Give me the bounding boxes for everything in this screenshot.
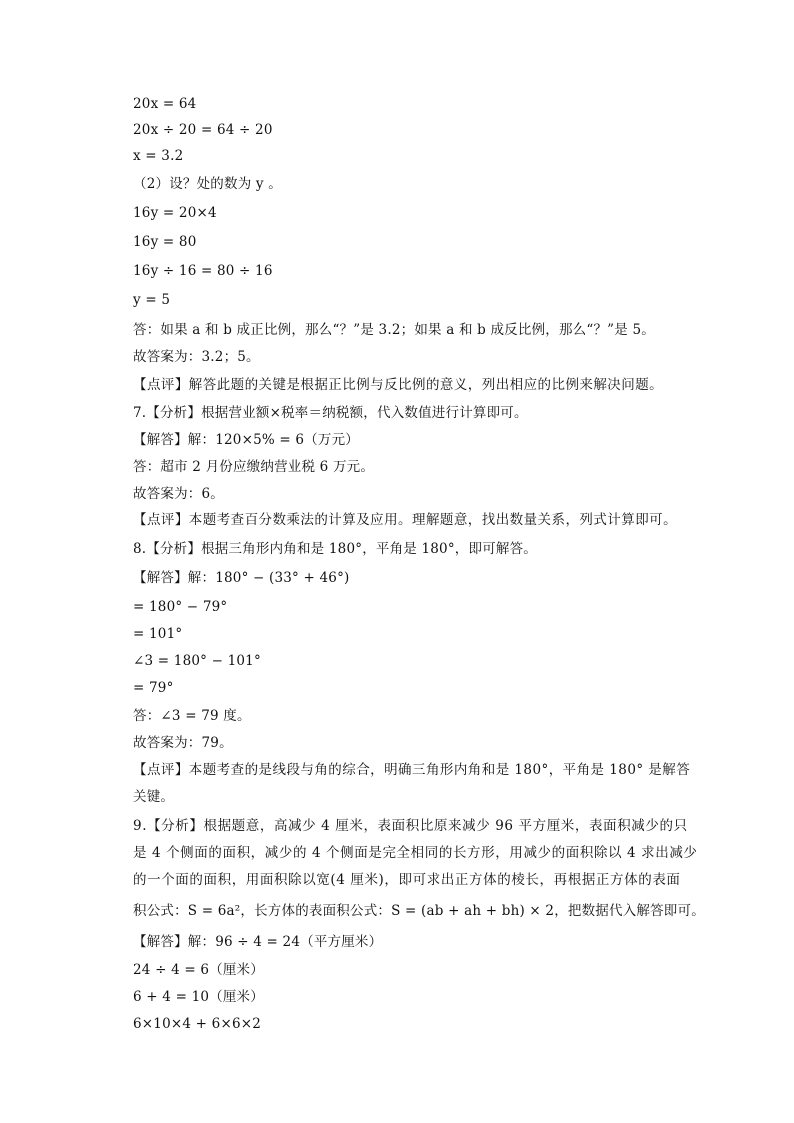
text-line: 16y = 80 xyxy=(133,234,197,250)
text-line: 关键。 xyxy=(133,789,175,805)
text-line: 积公式：S = 6a²，长方体的表面积公式：S = (ab + ah + bh) × 2，把数据代入解答即可。 xyxy=(133,903,705,919)
text-line: 【点评】解答此题的关键是根据正比例与反比例的意义，列出相应的比例来解决问题。 xyxy=(133,377,664,393)
text-line: 【解答】解：120×5% = 6（万元） xyxy=(133,432,359,448)
text-line: ∠3 = 180° − 101° xyxy=(133,653,261,669)
text-line: 24 ÷ 4 = 6（厘米） xyxy=(133,962,264,978)
text-line: 【点评】本题考查的是线段与角的综合，明确三角形内角和是 180°，平角是 180° 是解答 xyxy=(133,762,691,778)
text-line: 6 + 4 = 10（厘米） xyxy=(133,989,264,1005)
text-line: 9.【分析】根据题意，高减少 4 厘米，表面积比原来减少 96 平方厘米，表面积减少的只 xyxy=(133,818,688,834)
text-line: 16y = 20×4 xyxy=(133,205,217,221)
text-line: 20x = 64 xyxy=(133,96,197,112)
text-line: 故答案为：6。 xyxy=(133,486,224,502)
text-line: = 180° − 79° xyxy=(133,599,228,615)
text-line: 答：如果 a 和 b 成正比例，那么“？”是 3.2；如果 a 和 b 成反比例，那么“？”是 5。 xyxy=(133,322,655,338)
text-line: = 79° xyxy=(133,680,174,696)
text-line: 故答案为：3.2；5。 xyxy=(133,349,260,365)
text-line: （2）设？处的数为 y 。 xyxy=(133,176,282,192)
text-line: 是 4 个侧面的面积，减少的 4 个侧面是完全相同的长方形，用减少的面积除以 4 求出减少 xyxy=(133,845,698,861)
text-line: 答：∠3 = 79 度。 xyxy=(133,708,251,724)
text-line: 8.【分析】根据三角形内角和是 180°，平角是 180°，即可解答。 xyxy=(133,541,537,557)
text-line: 答：超市 2 月份应缴纳营业税 6 万元。 xyxy=(133,459,375,475)
text-line: 【解答】解：96 ÷ 4 = 24（平方厘米） xyxy=(133,934,383,950)
text-line: 16y ÷ 16 = 80 ÷ 16 xyxy=(133,263,273,279)
text-line: 20x ÷ 20 = 64 ÷ 20 xyxy=(133,122,273,138)
text-line: 6×10×4 + 6×6×2 xyxy=(133,1016,262,1032)
text-line: 【点评】本题考查百分数乘法的计算及应用。理解题意，找出数量关系，列式计算即可。 xyxy=(133,512,678,528)
text-line: 故答案为：79。 xyxy=(133,735,233,751)
text-line: x = 3.2 xyxy=(133,148,184,164)
text-line: = 101° xyxy=(133,626,183,642)
text-line: 7.【分析】根据营业额×税率＝纳税额，代入数值进行计算即可。 xyxy=(133,405,528,421)
text-line: y = 5 xyxy=(133,292,171,308)
text-line: 的一个面的面积，用面积除以宽(4 厘米)，即可求出正方体的棱长，再根据正方体的表面 xyxy=(133,872,681,888)
text-line: 【解答】解：180° − (33° + 46°) xyxy=(133,570,350,586)
